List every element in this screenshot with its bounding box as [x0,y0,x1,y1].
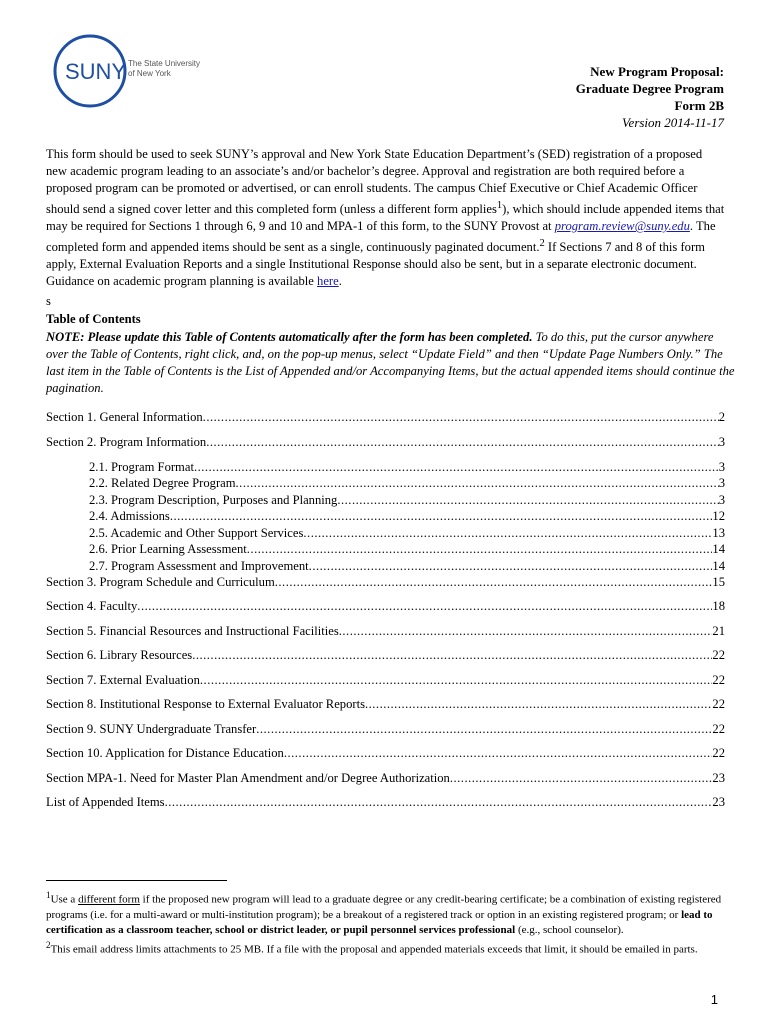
toc-entry-label: Section 6. Library Resources [46,648,193,662]
footnote-2-mark: 2 [46,939,51,950]
footnote-1-text-c: (e.g., school counselor). [515,923,624,936]
toc-subentry[interactable] [89,526,725,542]
toc-entry-page: 14 [712,559,725,573]
toc-entry-page: 23 [712,795,725,809]
toc-entry-page: 22 [712,648,725,662]
toc-leader [303,526,712,541]
toc-entry[interactable] [46,648,725,664]
toc-leader [137,599,712,614]
toc-note-rest: To do this, put the cursor anywhere over the Table of Contents, right click, and, on the pop-up menus, select “Update Field” and then “Update Page Numbers Only.” The last item in the Table of Contents is the List of Appended and/or Accompanying Items, but the actual appended items should continue the pagination. [46,330,735,395]
stray-character: s [46,294,51,308]
toc-leader [206,435,719,450]
toc-entry[interactable] [46,795,725,811]
toc-entry-label: List of Appended Items [46,795,165,809]
toc-entry[interactable] [46,673,725,689]
intro-text-3: . The completed form and appended items should be sent as a single, continuously paginated document. [46,219,716,255]
toc-entry-page: 22 [712,746,725,760]
toc-entry-label: Section 10. Application for Distance Education [46,746,284,760]
toc-title: Table of Contents [46,312,141,326]
toc-entry-label: Section 8. Institutional Response to External Evaluator Reports [46,697,365,711]
footnote-1-text-b: if the proposed new program will lead to a graduate degree or any credit-bearing certificate; be a combination of existing registered programs (i.e. for a multi-award or multi-institution program); be a breakout of a registered track or option in an existing registered program; or [46,893,722,921]
intro-text-1: This form should be used to seek SUNY’s approval and New York State Education Department’s (SED) registration of a proposed new academic program leading to an associate’s and/or bachelor’s degree. Approval and registration are both required before a proposed program can be promoted or advertised, or can enroll students. The campus Chief Executive or Chief Academic Officer should send a signed cover letter and this completed form (unless a different form applies [46,147,703,217]
toc-leader [170,509,713,524]
toc-leader [365,697,712,712]
toc-entry-label: 2.2. Related Degree Program [89,476,236,490]
toc-subentry[interactable] [89,509,725,525]
footnote-1-mark: 1 [46,890,51,900]
footnote-ref-1[interactable]: 1 [496,200,503,211]
toc-entry-label: Section 1. General Information [46,410,203,424]
toc-leader [194,460,719,475]
toc-entry-page: 22 [712,722,725,736]
footnotes [46,888,726,957]
toc-entry[interactable] [46,575,725,591]
toc-entry-label: 2.1. Program Format [89,460,194,474]
toc-leader [200,673,713,688]
toc-entry-label: Section 4. Faculty [46,599,138,613]
toc-leader [203,410,719,425]
footnote-2 [46,938,726,958]
toc-entry-label: Section 3. Program Schedule and Curriculum [46,575,275,589]
different-form-link[interactable]: different form [78,893,140,906]
toc-entry-page: 13 [712,526,725,540]
toc-entry[interactable] [46,599,725,615]
toc-subentry[interactable] [89,559,725,575]
toc-entry-page: 3 [718,435,725,449]
toc-entry[interactable] [46,435,725,451]
page-number: 1 [710,992,718,1007]
provost-email-link[interactable]: program.review@suny.edu [554,219,690,234]
toc-entry-page: 15 [712,575,725,589]
suny-logo-mark [52,33,212,109]
toc-entry[interactable] [46,624,725,640]
toc-subentry[interactable] [89,460,725,476]
footnote-ref-2[interactable]: 2 [539,238,545,250]
toc-leader [256,722,712,737]
toc-leader [165,795,713,810]
toc-entry-page: 23 [712,771,725,785]
footnote-separator [46,880,227,881]
toc-subentry[interactable] [89,476,725,492]
toc-leader [450,771,713,786]
toc-entry-label: 2.3. Program Description, Purposes and Planning [89,493,338,507]
toc-entry[interactable] [46,771,725,787]
toc-leader [236,476,719,491]
toc-entry-page: 3 [718,493,725,507]
toc-entry-label: Section 9. SUNY Undergraduate Transfer [46,722,257,736]
header-version: Version 2014-11-17 [622,115,724,130]
toc-entry[interactable] [46,746,725,762]
toc-entry-page: 3 [718,460,725,474]
header-line2: Graduate Degree Program [575,81,724,96]
toc-entry[interactable] [46,722,725,738]
intro-text-5: . [338,274,342,289]
suny-logo [52,33,212,109]
toc-entry-page: 2 [718,410,725,424]
toc-entry[interactable] [46,697,725,713]
toc-entry-label: Section 7. External Evaluation [46,673,200,687]
toc-note-bold: NOTE: Please update this Table of Contents automatically after the form has been completed. [46,330,533,344]
toc-leader [284,746,713,761]
intro-text-4: If Sections 7 and 8 of this form apply, External Evaluation Reports and a single Institutional Response should also be sent, but in a separate electronic document. Guidance on academic program planning is available [46,240,705,289]
intro-paragraph [46,146,726,290]
toc-leader [337,493,718,508]
toc-leader [339,624,713,639]
footnote-1-bold: lead to certification as a classroom teacher, school or district leader, or pupil personnel services professional [46,908,713,936]
toc-leader [247,542,713,557]
toc-entry-page: 22 [712,697,725,711]
toc-subentry[interactable] [89,493,725,509]
toc-subentry[interactable] [89,542,725,558]
toc-entry-label: Section 5. Financial Resources and Instructional Facilities [46,624,339,638]
toc-entry-label: Section 2. Program Information [46,435,207,449]
intro-text-2: ), which should include appended items that may be required for Sections 1 through 6, 9 and 10 and MPA-1 of this form, to the SUNY Provost at [46,202,725,234]
toc-leader [309,559,713,574]
toc-entry-page: 21 [712,624,725,638]
logo-line1: The State University [128,59,201,68]
footnote-2-text: This email address limits attachments to 25 MB. If a file with the proposal and appended materials exceeds that limit, it should be emailed in parts. [50,943,698,956]
toc-entry-page: 22 [712,673,725,687]
footnote-1 [46,888,726,938]
toc-note [46,329,736,397]
toc-entry-page: 14 [712,542,725,556]
logo-line2: of New York [128,69,171,78]
header-line3: Form 2B [674,98,724,113]
toc-entry-label: 2.4. Admissions [89,509,170,523]
form-header [576,63,724,131]
logo-mark-text: SUNY [65,59,127,84]
toc-entry-label: Section MPA-1. Need for Master Plan Amendment and/or Degree Authorization [46,771,450,785]
guidance-link[interactable]: here [317,274,339,289]
toc-entry-page: 12 [712,509,725,523]
toc-leader [192,648,712,663]
toc-entry-page: 3 [718,476,725,490]
header-line1: New Program Proposal: [590,64,724,79]
toc-entry-page: 18 [712,599,725,613]
toc-entry-label: 2.6. Prior Learning Assessment [89,542,247,556]
toc-leader [275,575,713,590]
toc-entry-label: 2.7. Program Assessment and Improvement [89,559,309,573]
footnote-1-text-a: Use a [50,893,79,906]
toc-entry[interactable] [46,410,725,426]
toc-entry-label: 2.5. Academic and Other Support Services [89,526,304,540]
